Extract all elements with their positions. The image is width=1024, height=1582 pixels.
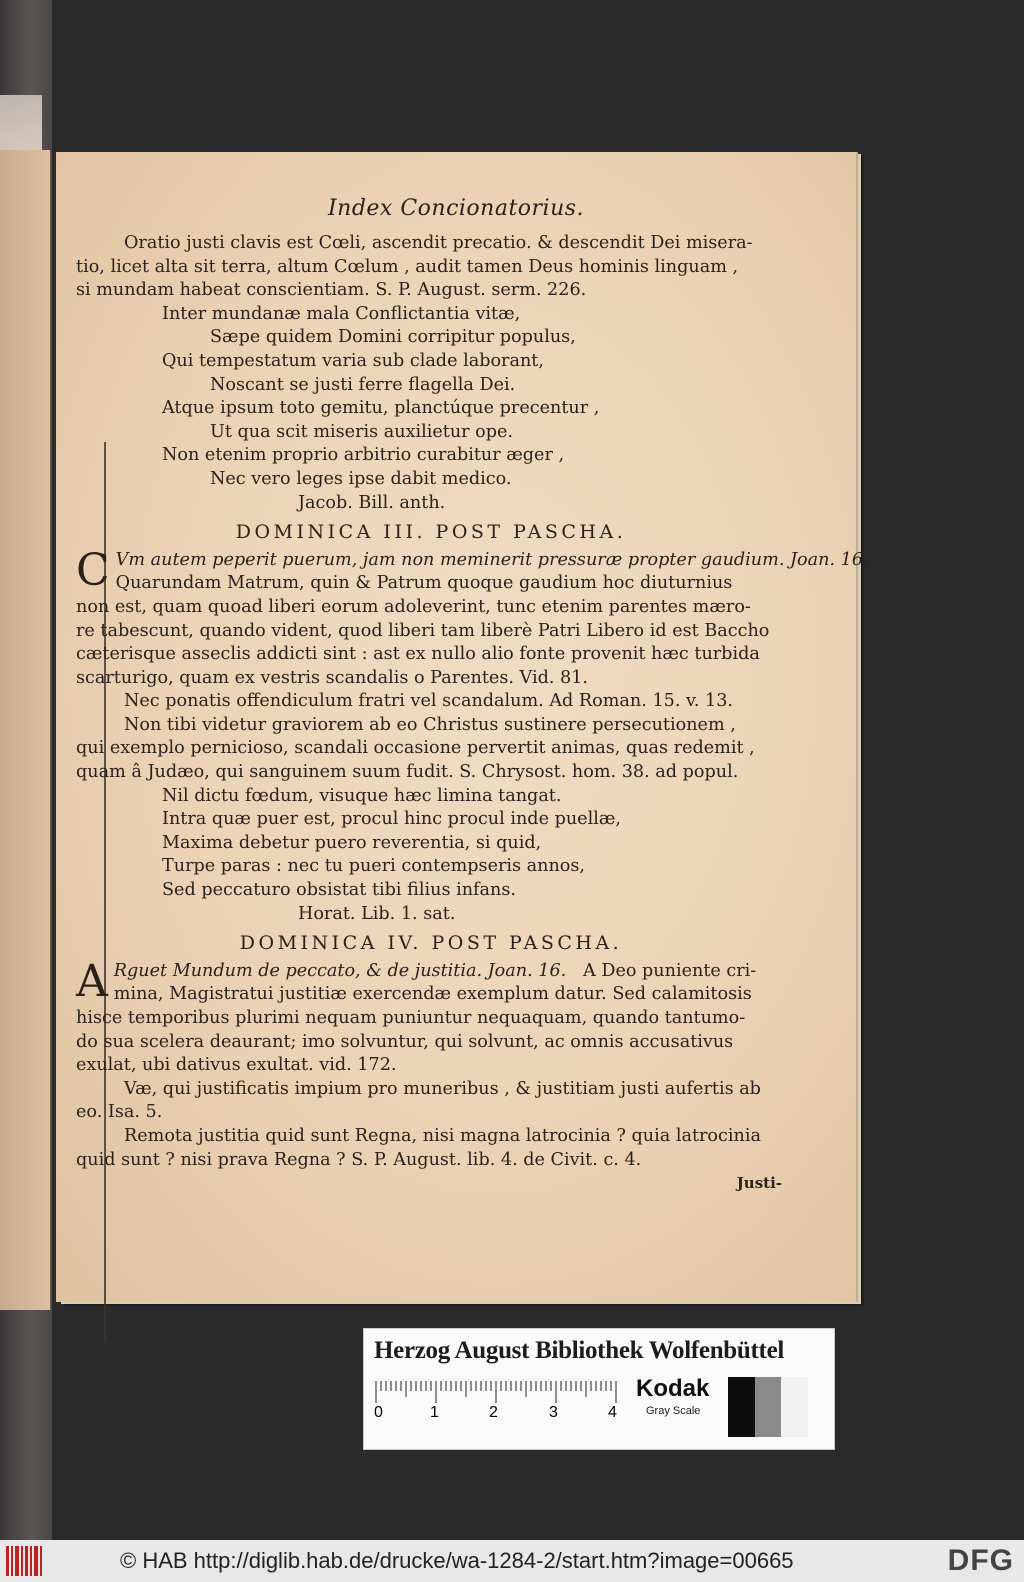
running-head: Index Concionatorius.	[327, 196, 585, 221]
text-fragment: A Deo puniente cri-	[583, 960, 757, 981]
scripture-line: Vm autem peperit puerum, jam non meminerit pressuræ propter gaudium. Joan. 16.	[115, 549, 869, 570]
kodak-subtitle: Gray Scale	[646, 1405, 701, 1417]
swatch-white	[781, 1377, 808, 1437]
swatch-gray	[755, 1377, 782, 1437]
catchword: Justi-	[736, 1174, 782, 1193]
text-line: hisce temporibus plurimi nequam puniuntur nequaquam, quando tantumo-	[76, 1008, 746, 1028]
text-line: qui exemplo pernicioso, scandali occasione pervertit animas, quas redemit ,	[76, 738, 755, 759]
verse-author: Horat. Lib. 1. sat.	[298, 903, 456, 924]
text-line: re tabescunt, quando vident, quod liberi tam liberè Patri Libero id est Baccho	[76, 620, 770, 641]
text-line: quam â Judæo, qui sanguinem suum fudit. S. Chrysost. hom. 38. ad popul.	[76, 762, 739, 783]
barcode-icon	[6, 1546, 46, 1576]
text-line: Væ, qui justificatis impium pro muneribus , & justitiam justi aufertis ab	[124, 1078, 761, 1099]
text-line: exulat, ubi dativus exultat. vid. 172.	[76, 1055, 397, 1076]
verse-line: Maxima debetur puero reverentia, si quid,	[162, 832, 542, 853]
text-line: mina, Magistratui justitiæ exercendæ exemplum datur. Sed calamitosis	[113, 984, 752, 1005]
library-name: Herzog August Bibliothek Wolfenbüttel	[374, 1337, 785, 1364]
gray-scale-swatches	[728, 1377, 808, 1437]
text-line: cæterisque asseclis addicti sint : ast ex nullo alio fonte provenit hæc turbida	[76, 644, 760, 665]
drop-cap: A	[76, 955, 108, 1007]
text-line: scarturigo, quam ex vestris scandalis o Parentes. Vid. 81.	[76, 667, 589, 688]
verse-line: Sed peccaturo obsistat tibi filius infans.	[162, 880, 516, 901]
source-url: © HAB http://diglib.hab.de/drucke/wa-1284-2/start.htm?image=00665	[120, 1548, 794, 1573]
text-line: Oratio justi clavis est Cœli, ascendit precatio. & descendit Dei misera-	[124, 233, 753, 253]
text-line: tio, licet alta sit terra, altum Cœlum , audit tamen Deus hominis linguam ,	[76, 256, 739, 277]
library-color-card	[363, 1328, 835, 1450]
verse-line: Inter mundanæ mala Conflictantia vitæ,	[162, 303, 521, 324]
swatch-black	[728, 1377, 755, 1437]
verse-line: Nec vero leges ipse dabit medico.	[210, 468, 512, 489]
text-line: Quarundam Matrum, quin & Patrum quoque gaudium hoc diuturnius	[115, 573, 733, 594]
text-line: quid sunt ? nisi prava Regna ? S. P. August. lib. 4. de Civit. c. 4.	[76, 1149, 642, 1170]
verse-line: Qui tempestatum varia sub clade laborant,	[162, 350, 544, 371]
ruler-number: 4	[608, 1404, 617, 1419]
ruler-scale	[374, 1379, 624, 1419]
text-line: do sua scelera deaurant; imo solvuntur, qui solvunt, ac omnis accusativus	[76, 1031, 734, 1052]
verse-author: Jacob. Bill. anth.	[298, 492, 446, 513]
verse-line: Nil dictu fœdum, visuque hæc limina tangat.	[162, 785, 562, 806]
ruler-number: 3	[549, 1404, 558, 1419]
text-line: eo. Isa. 5.	[76, 1102, 163, 1123]
text-line: Non tibi videtur graviorem ab eo Christus sustinere persecutionem ,	[124, 714, 736, 735]
section-heading: DOMINICA IV. POST PASCHA.	[239, 932, 623, 955]
dfg-logo: DFG	[947, 1544, 1014, 1577]
ruler-number: 2	[489, 1404, 498, 1419]
text-line: Nec ponatis offendiculum fratri vel scandalum. Ad Roman. 15. v. 13.	[124, 691, 734, 712]
previous-page-edge	[0, 150, 51, 1310]
kodak-logo: Kodak	[636, 1375, 710, 1402]
verse-line: Non etenim proprio arbitrio curabitur æger ,	[162, 445, 565, 466]
book-page	[56, 152, 869, 1302]
footer-bar	[0, 1540, 1024, 1582]
ruler-number: 0	[374, 1404, 383, 1419]
drop-cap: C	[76, 544, 110, 596]
verse-line: Intra quæ puer est, procul hinc procul inde puellæ,	[162, 809, 621, 830]
verse-line: Ut qua scit miseris auxilietur ope.	[210, 421, 514, 442]
text-line: non est, quam quoad liberi eorum adoleverint, tunc etenim parentes mæro-	[76, 596, 751, 617]
page-text	[76, 232, 869, 1196]
verse-line: Turpe paras : nec tu pueri contempseris annos,	[162, 856, 586, 877]
scripture-line: Rguet Mundum de peccato, & de justitia. Joan. 16.	[113, 960, 567, 981]
verse-line: Atque ipsum toto gemitu, planctúque precentur ,	[162, 398, 600, 419]
text-line: Remota justitia quid sunt Regna, nisi magna latrocinia ? quia latrocinia	[124, 1125, 761, 1146]
verse-line: Sæpe quidem Domini corripitur populus,	[210, 327, 576, 348]
section-heading: DOMINICA III. POST PASCHA.	[235, 521, 627, 544]
ruler-number: 1	[430, 1404, 439, 1419]
verse-line: Noscant se justi ferre flagella Dei.	[210, 374, 516, 395]
previous-page-curl	[0, 95, 42, 155]
text-line: si mundam habeat conscientiam. S. P. August. serm. 226.	[76, 280, 587, 301]
